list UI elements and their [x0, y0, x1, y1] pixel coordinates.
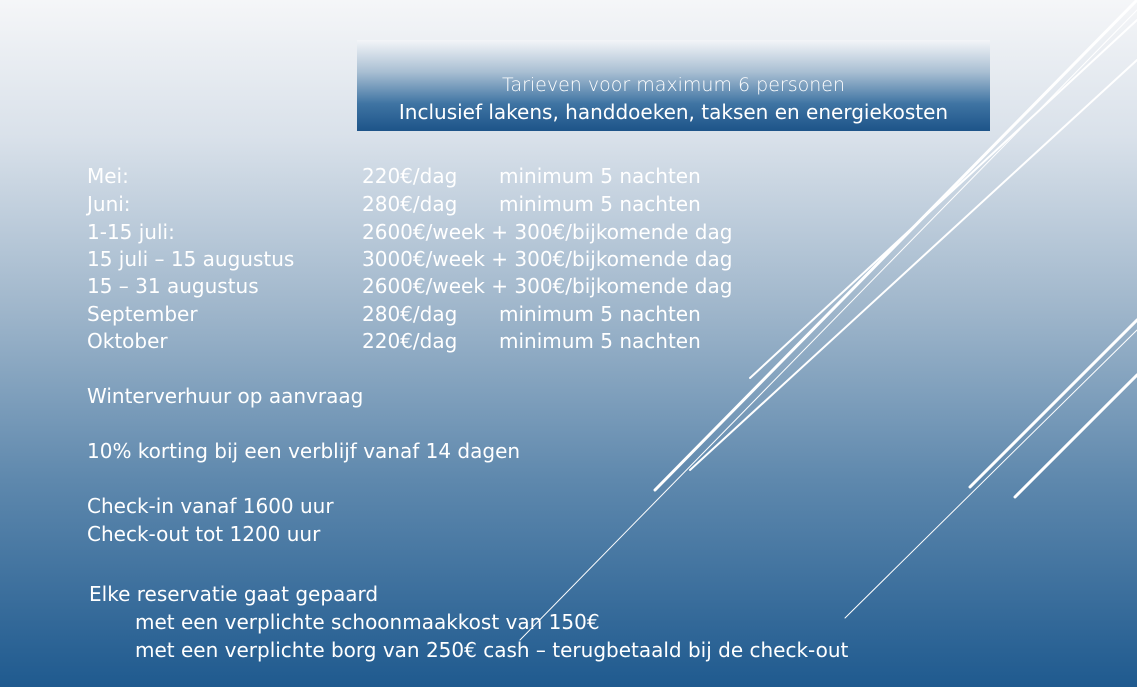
checkin-time: Check-in vanaf 1600 uur: [87, 494, 334, 518]
rate-price: 2600€/week + 300€/bijkomende dag: [362, 274, 733, 298]
rate-price: 3000€/week + 300€/bijkomende dag: [362, 247, 733, 271]
reservation-intro: Elke reservatie gaat gepaard: [89, 582, 379, 606]
reservation-cleaning-fee: met een verplichte schoonmaakkost van 150€: [135, 610, 600, 634]
rate-period: September: [87, 302, 198, 326]
rate-period: 15 – 31 augustus: [87, 274, 259, 298]
rate-extra: minimum 5 nachten: [499, 192, 701, 216]
rate-extra: minimum 5 nachten: [499, 329, 701, 353]
rate-period: 1-15 juli:: [87, 220, 175, 244]
checkout-time: Check-out tot 1200 uur: [87, 522, 321, 546]
rate-extra: minimum 5 nachten: [499, 164, 701, 188]
banner-subtitle: Inclusief lakens, handdoeken, taksen en energiekosten: [398, 100, 949, 124]
rate-price: 280€/dag: [362, 192, 458, 216]
rates-header-banner: [357, 40, 990, 131]
rate-price: 220€/dag: [362, 164, 458, 188]
rate-price: 220€/dag: [362, 329, 458, 353]
rate-period: Mei:: [87, 164, 129, 188]
discount-note: 10% korting bij een verblijf vanaf 14 dagen: [87, 439, 521, 463]
rate-price: 2600€/week + 300€/bijkomende dag: [362, 220, 733, 244]
rate-extra: minimum 5 nachten: [499, 302, 701, 326]
rate-period: 15 juli – 15 augustus: [87, 247, 295, 271]
rate-price: 280€/dag: [362, 302, 458, 326]
reservation-deposit: met een verplichte borg van 250€ cash – terugbetaald bij de check-out: [135, 638, 849, 662]
banner-title: Tarieven voor maximum 6 personen: [501, 74, 845, 96]
winter-rental-note: Winterverhuur op aanvraag: [87, 384, 364, 408]
rate-period: Juni:: [87, 192, 131, 216]
rate-period: Oktober: [87, 329, 168, 353]
